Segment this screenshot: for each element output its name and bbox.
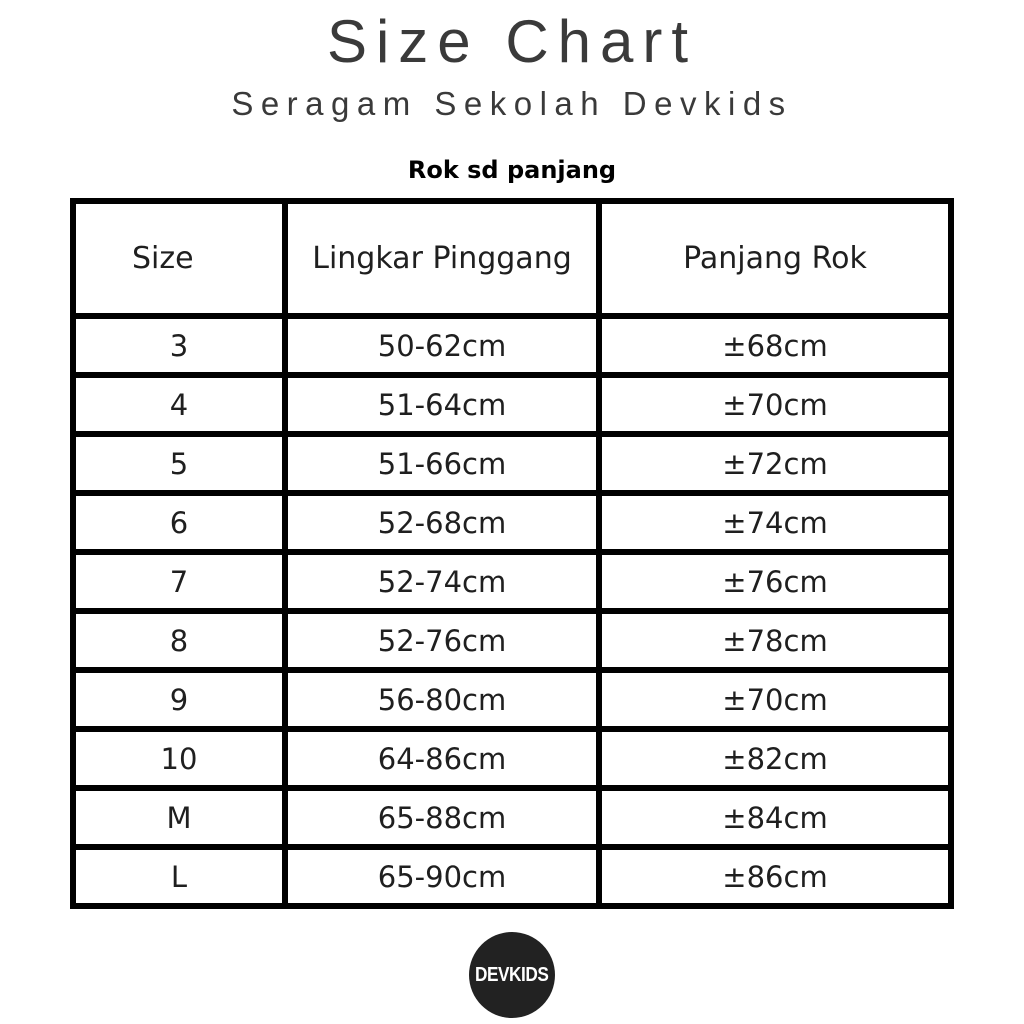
table-row xyxy=(76,791,948,850)
cell-size: 3 xyxy=(76,319,288,378)
table-row xyxy=(76,437,948,496)
cell-size: 10 xyxy=(76,732,288,791)
table-row xyxy=(76,732,948,791)
table-row xyxy=(76,496,948,555)
table-header-row xyxy=(76,204,948,319)
cell-waist: 52-76cm xyxy=(288,614,602,673)
cell-size: L xyxy=(76,850,288,903)
cell-length: ±82cm xyxy=(602,732,948,791)
table-row xyxy=(76,555,948,614)
page-title: Size Chart xyxy=(326,8,698,75)
table-row xyxy=(76,378,948,437)
cell-size: 9 xyxy=(76,673,288,732)
cell-length: ±86cm xyxy=(722,859,828,894)
devkids-logo xyxy=(469,932,555,1018)
cell-waist: 65-90cm xyxy=(288,850,602,903)
table-title: Rok sd panjang xyxy=(407,156,617,184)
cell-waist: 51-66cm xyxy=(288,437,602,496)
cell-waist: 50-62cm xyxy=(288,319,602,378)
cell-waist: 51-64cm xyxy=(288,378,602,437)
cell-length: ±74cm xyxy=(602,496,948,555)
cell-length: ±78cm xyxy=(602,614,948,673)
table-row xyxy=(76,614,948,673)
page-subtitle: Seragam Sekolah Devkids xyxy=(231,85,793,122)
cell-length: ±70cm xyxy=(602,378,948,437)
column-header-size: Size xyxy=(76,204,288,319)
cell-size: M xyxy=(76,791,288,850)
cell-waist: 64-86cm xyxy=(288,732,602,791)
cell-size: 6 xyxy=(76,496,288,555)
cell-length: ±68cm xyxy=(602,319,948,378)
cell-size: 5 xyxy=(76,437,288,496)
cell-length: ±76cm xyxy=(602,555,948,614)
cell-size: 7 xyxy=(76,555,288,614)
cell-length: ±72cm xyxy=(602,437,948,496)
cell-length: ±84cm xyxy=(602,791,948,850)
cell-length: ±70cm xyxy=(602,673,948,732)
cell-waist: 56-80cm xyxy=(288,673,602,732)
column-header-waist: Lingkar Pinggang xyxy=(288,204,602,319)
size-table xyxy=(70,198,954,909)
cell-size: 4 xyxy=(76,378,288,437)
cell-waist: 52-68cm xyxy=(288,496,602,555)
cell-size: 8 xyxy=(76,614,288,673)
cell-waist: 65-88cm xyxy=(288,791,602,850)
table-row xyxy=(76,319,948,378)
table-row xyxy=(76,850,948,903)
logo-text: DEVKIDS xyxy=(475,963,549,986)
table-row xyxy=(76,673,948,732)
column-header-length: Panjang Rok xyxy=(602,204,948,319)
cell-waist: 52-74cm xyxy=(288,555,602,614)
